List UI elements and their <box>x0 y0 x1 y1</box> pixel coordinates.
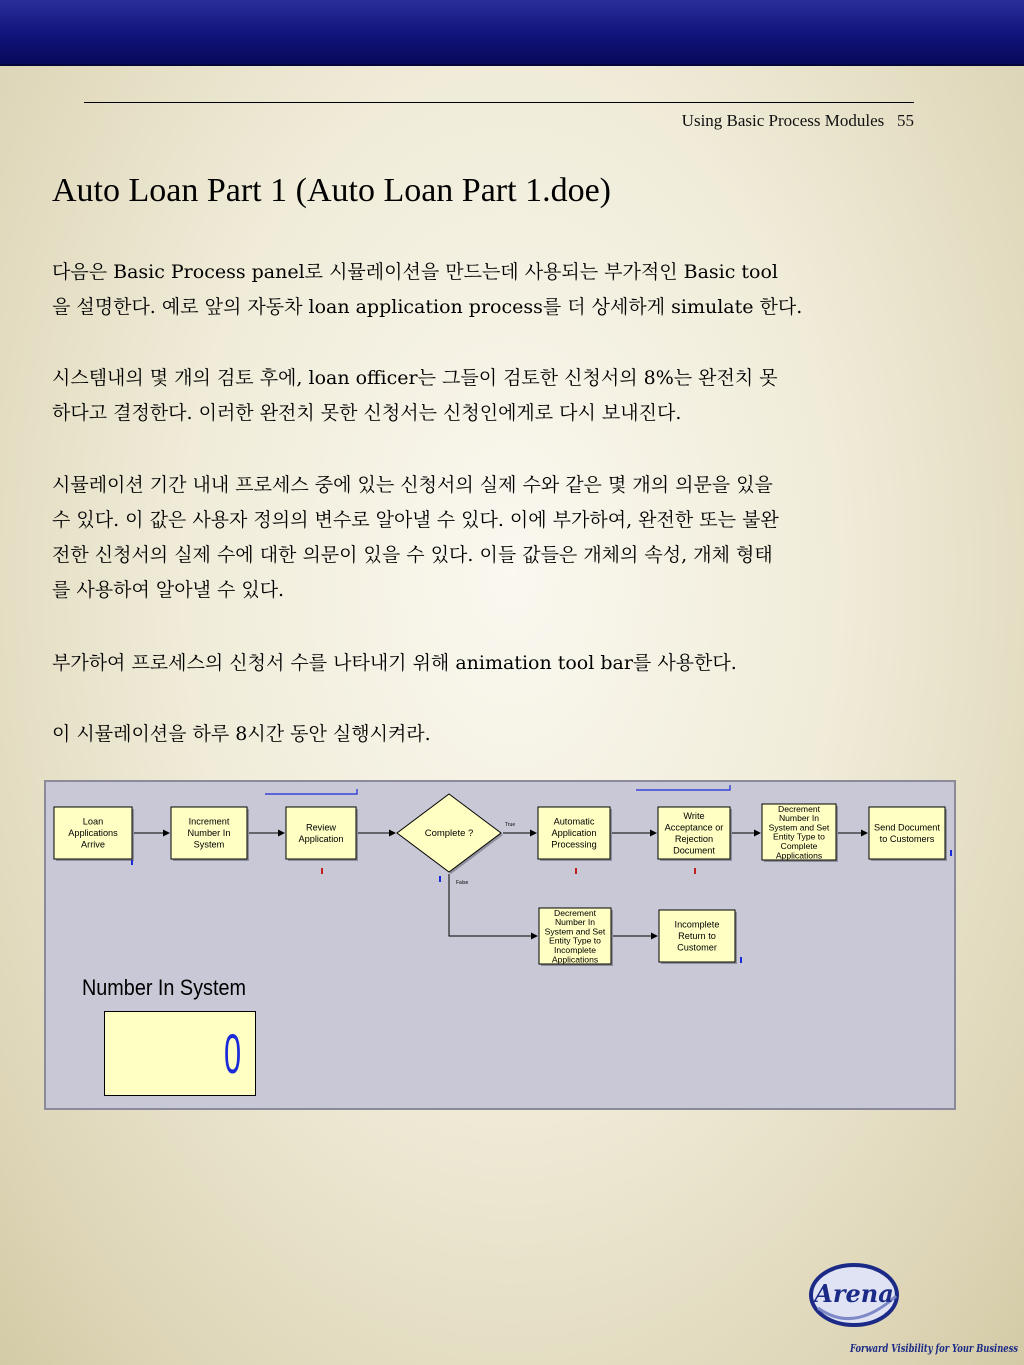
top-banner <box>0 0 1024 66</box>
arena-logo <box>808 1258 1020 1358</box>
loan-applications-arrive-module[interactable] <box>54 807 134 861</box>
paragraph-line: 시스템내의 몇 개의 검토 후에, loan officer는 그들이 검토한 신청서의 8%는 완전치 못 <box>52 367 778 389</box>
module-label-line: Incomplete <box>674 919 720 930</box>
module-label-line: Arrive <box>81 839 105 850</box>
module-label-line: Entity Type to <box>773 831 825 842</box>
paragraph-2 <box>52 361 962 431</box>
number-in-system-label: Number In System <box>82 975 246 1000</box>
resource-queue-line <box>636 785 730 790</box>
module-label-line: Increment <box>188 816 230 827</box>
paragraph-line: 이 시뮬레이션을 하루 8시간 동안 실행시켜라. <box>52 723 431 745</box>
resource-queue-line <box>265 789 357 794</box>
module-layer <box>54 785 951 966</box>
arena-model-diagram <box>44 780 956 1110</box>
module-label-line: Number In <box>778 813 820 824</box>
module-label-line: Review <box>305 822 337 833</box>
number-in-system-display <box>104 1011 256 1096</box>
decrement-incomplete-module[interactable] <box>539 908 613 966</box>
module-label-line: to Customers <box>879 833 935 844</box>
incomplete-return-module[interactable] <box>659 910 737 964</box>
paragraph-line: 부가하여 프로세스의 신청서 수를 나타내기 위해 animation tool bar를 사용한다. <box>52 652 737 674</box>
module-label-line: Return to <box>678 931 716 941</box>
module-label-line: System <box>193 839 225 850</box>
automatic-processing-module[interactable] <box>538 807 612 861</box>
paragraph-line: 하다고 결정한다. 이러한 완전치 못한 신청서는 신청인에게로 다시 보내진다. <box>52 402 682 424</box>
true-branch-label: True <box>505 822 516 828</box>
module-label-line: Complete <box>780 840 818 851</box>
paragraph-line: 를 사용하여 알아낼 수 있다. <box>52 579 285 601</box>
module-label-line: System and Set <box>768 822 830 833</box>
paragraph-1 <box>52 255 962 325</box>
logo-tagline: Forward Visibility for Your Business <box>849 1342 1018 1355</box>
module-label-line: System and Set <box>544 926 606 937</box>
module-label-line: Customer <box>677 942 717 953</box>
header-rule <box>84 102 914 103</box>
write-document-module[interactable] <box>658 807 732 861</box>
module-label-line: Applications <box>551 954 599 965</box>
module-label-line: Document <box>673 845 715 856</box>
paragraph-line: 다음은 Basic Process panel로 시뮬레이션을 만드는데 사용되는 부가적인 Basic tool <box>52 261 778 283</box>
decrement-complete-module[interactable] <box>762 804 838 862</box>
paragraph-3 <box>52 468 962 608</box>
module-label-line: Processing <box>551 839 597 850</box>
review-application-module[interactable] <box>286 807 358 861</box>
logo-wordmark: Arena <box>814 1279 894 1308</box>
module-label-line: Entity Type to <box>549 935 601 946</box>
module-label-line: Rejection <box>674 833 714 844</box>
module-label-line: Number In <box>187 828 231 838</box>
increment-number-module[interactable] <box>171 807 249 861</box>
module-label-line: Complete ? <box>424 828 474 839</box>
module-label-line: Number In <box>554 917 596 928</box>
module-label-line: Applications <box>775 850 823 861</box>
paragraph-line: 시뮬레이션 기간 내내 프로세스 중에 있는 신청서의 실제 수와 같은 몇 개의 의문을 있을 <box>52 474 773 496</box>
paragraph-line: 전한 신청서의 실제 수에 대한 의문이 있을 수 있다. 이들 값들은 개체의 속성, 개체 형태 <box>52 544 773 566</box>
paragraph-4 <box>52 646 962 681</box>
paragraph-5 <box>52 717 962 752</box>
module-label-line: Applications <box>68 828 118 838</box>
module-label-line: Automatic <box>553 816 595 827</box>
paragraph-line: 을 설명한다. 예로 앞의 자동차 loan application process를 더 상세하게 simulate 한다. <box>52 296 803 318</box>
module-label-line: Decrement <box>553 907 597 918</box>
module-label-line: Application <box>298 833 344 844</box>
module-label-line: Send Document <box>874 822 940 833</box>
module-label-line: Loan <box>82 816 104 827</box>
running-head: Using Basic Process Modules 55 <box>681 111 914 130</box>
send-document-module[interactable] <box>869 807 947 861</box>
paragraph-line: 수 있다. 이 값은 사용자 정의의 변수로 알아낼 수 있다. 이에 부가하여, 완전한 또는 불완 <box>52 509 779 531</box>
module-label-line: Acceptance or <box>664 822 724 833</box>
module-label-line: Application <box>551 828 597 838</box>
number-in-system-value: 0 <box>223 1022 241 1085</box>
false-branch-label: False <box>456 880 469 886</box>
module-label-line: Decrement <box>777 803 821 814</box>
module-label-line: Incomplete <box>553 944 597 955</box>
module-label-line: Write <box>683 810 705 821</box>
page-title: Auto Loan Part 1 (Auto Loan Part 1.doe) <box>52 172 611 209</box>
complete-decision-module[interactable] <box>397 794 515 886</box>
